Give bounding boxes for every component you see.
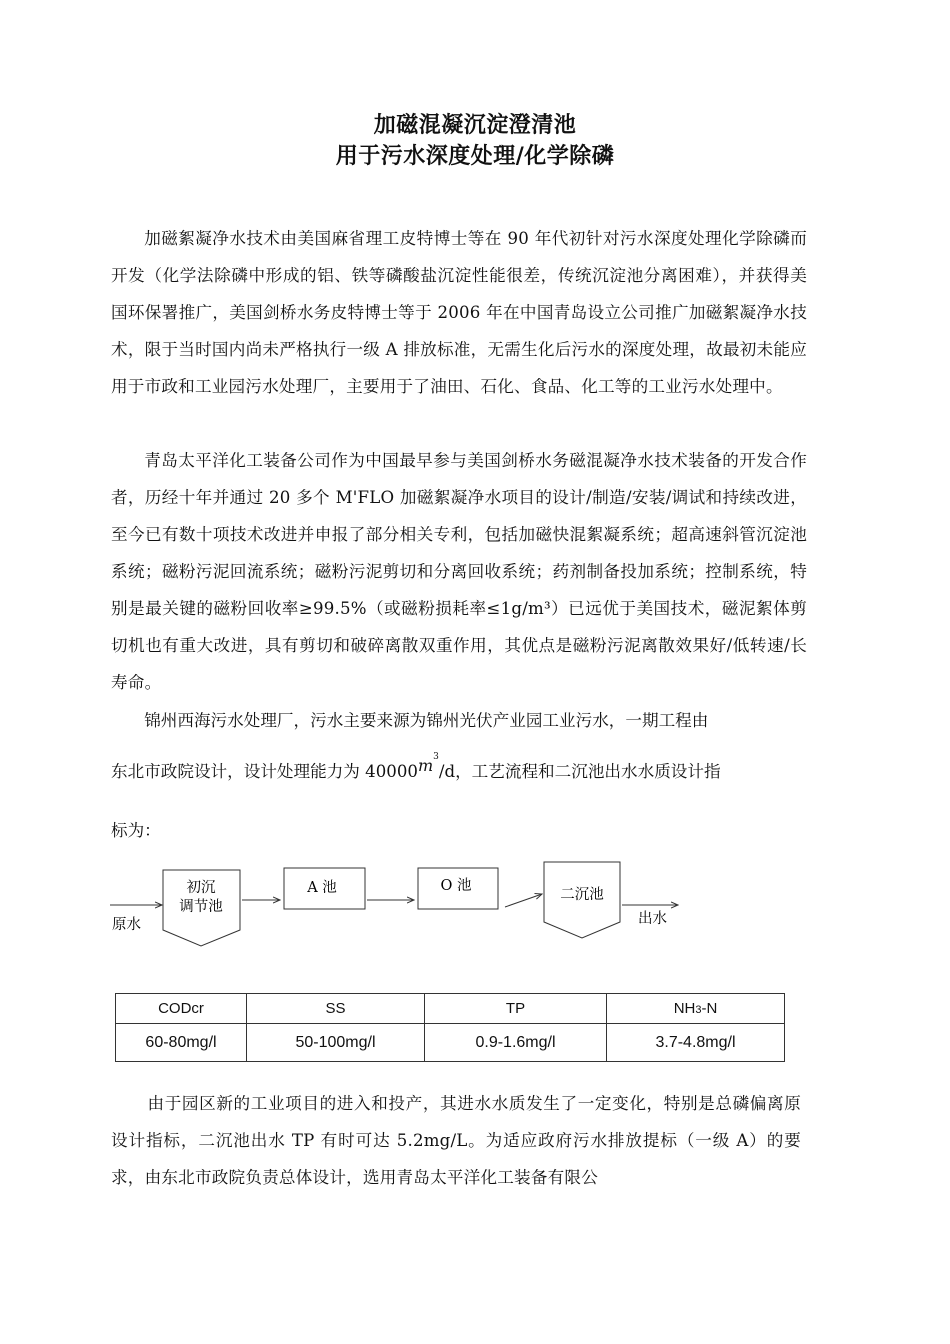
title-line-1: 加磁混凝沉淀澄清池: [373, 112, 577, 138]
flow-arrow-3: [505, 894, 542, 907]
value-tp: 0.9-1.6mg/l: [425, 1024, 607, 1062]
box3-label: O 池: [440, 878, 472, 894]
nh3-tail: -N: [701, 1000, 718, 1017]
box2-label: A 池: [307, 880, 337, 896]
header-nh3n: [607, 994, 785, 1024]
unit-m: m: [417, 756, 434, 775]
outlet-label: 出水: [638, 911, 667, 927]
process-flow-diagram: [100, 850, 700, 960]
paragraph-3-line-2: [111, 751, 721, 782]
box1-label-line1: 初沉: [186, 880, 216, 896]
inlet-label: 原水: [112, 917, 141, 933]
table-row: [116, 1024, 785, 1062]
title-line-2: 用于污水深度处理/化学除磷: [335, 143, 615, 169]
value-codcr: 60-80mg/l: [116, 1024, 247, 1062]
paragraph-3-line-1: 锦州西海污水处理厂，污水主要来源为锦州光伏产业园工业污水，一期工程由: [144, 711, 709, 730]
paragraph-3-line-2-b: /d，工艺流程和二沉池出水水质设计指: [438, 762, 721, 781]
value-nh3n: 3.7-4.8mg/l: [607, 1024, 785, 1062]
unit-cubic-meter: [417, 751, 439, 775]
paragraph-1: 加磁絮凝净水技术由美国麻省理工皮特博士等在 90 年代初针对污水深度处理化学除磷而开发（化学法除磷中形成的铝、铁等磷酸盐沉淀性能很差，传统沉淀池分离困难），并获得美国环保署推广，美国剑桥水务皮特博士等于 2006 年在中国青岛设立公司推广加磁絮凝净水技术，限于当时国内尚未严格执行一级 A 排放标准，无需生化后污水的深度处理，故最初未能应用于市政和工业园污水处理厂，主要用于了油田、石化、食品、化工等的工业污水处理中。: [111, 229, 807, 396]
header-codcr: CODcr: [116, 994, 247, 1024]
box4-label: 二沉池: [560, 887, 604, 903]
table-header-row: [116, 994, 785, 1024]
value-ss: 50-100mg/l: [247, 1024, 425, 1062]
paragraph-3-line-3: 标为：: [111, 821, 161, 840]
box1-label-line2: 调节池: [179, 899, 223, 915]
paragraph-3-line-2-a: 东北市政院设计，设计处理能力为 40000: [111, 762, 418, 781]
nh3-sub: 3: [695, 1004, 702, 1016]
header-ss: SS: [247, 994, 425, 1024]
water-quality-table: [115, 993, 785, 1062]
unit-exponent: 3: [433, 751, 439, 762]
paragraph-4: 由于园区新的工业项目的进入和投产，其进水水质发生了一定变化，特别是总磷偏离原设计指标，二沉池出水 TP 有时可达 5.2mg/L。为适应政府污水排放提标（一级 A）的要求，由东北市政院负责总体设计，选用青岛太平洋化工装备有限公: [111, 1094, 801, 1187]
paragraph-2: 青岛太平洋化工装备公司作为中国最早参与美国剑桥水务磁混凝净水技术装备的开发合作者，历经十年并通过 20 多个 M'FLO 加磁絮凝净水项目的设计/制造/安装/调试和持续改进，至今已有数十项技术改进并申报了部分相关专利，包括加磁快混絮凝系统；超高速斜管沉淀池系统；磁粉污泥回流系统；磁粉污泥剪切和分离回收系统；药剂制备投加系统；控制系统，特别是最关键的磁粉回收率≥99.5%（或磁粉损耗率≤1g/m³）已远优于美国技术，磁泥絮体剪切机也有重大改进，具有剪切和破碎离散双重作用，其优点是磁粉污泥离散效果好/低转速/长寿命。: [111, 451, 807, 692]
header-tp: TP: [425, 994, 607, 1024]
nh3-main: NH: [673, 1000, 696, 1017]
